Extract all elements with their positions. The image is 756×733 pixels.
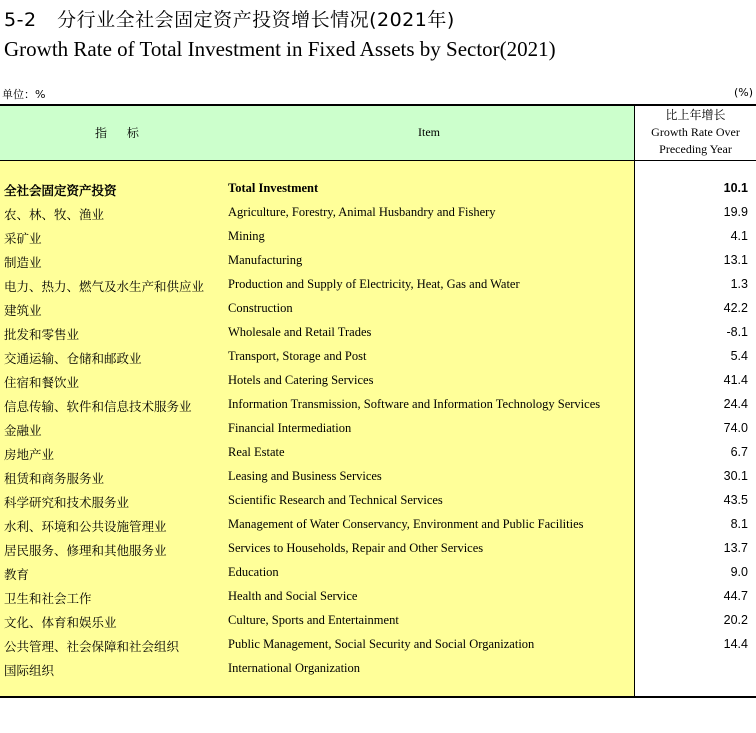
row-label-chinese: 采矿业 <box>4 231 42 246</box>
row-label-english: Services to Households, Repair and Other Services <box>228 541 484 555</box>
row-label-english: Leasing and Business Services <box>228 469 382 483</box>
row-label-english: Transport, Storage and Post <box>228 349 367 363</box>
row-label-chinese: 公共管理、社会保障和社会组织 <box>4 639 180 654</box>
row-value: 19.9 <box>723 205 748 219</box>
table-number: 5-2 <box>4 9 37 31</box>
page-title-chinese <box>4 5 455 32</box>
table-row <box>0 224 756 248</box>
header-growth-en-2: Preceding Year <box>659 142 732 156</box>
row-value: -8.1 <box>726 325 748 339</box>
row-label-chinese: 文化、体育和娱乐业 <box>4 615 117 630</box>
row-label-chinese: 房地产业 <box>4 447 55 462</box>
table-row <box>0 536 756 560</box>
row-label-english: Production and Supply of Electricity, Heat, Gas and Water <box>228 277 520 291</box>
row-label-chinese: 制造业 <box>4 255 42 270</box>
row-label-chinese: 全社会固定资产投资 <box>4 183 117 198</box>
row-label-english: Culture, Sports and Entertainment <box>228 613 399 627</box>
header-growth <box>635 107 756 158</box>
table-row <box>0 368 756 392</box>
data-table <box>0 104 756 698</box>
table-row <box>0 392 756 416</box>
row-label-english: Scientific Research and Technical Services <box>228 493 443 507</box>
row-label-english: Manufacturing <box>228 253 303 267</box>
row-label-english: International Organization <box>228 661 361 675</box>
row-label-chinese: 住宿和餐饮业 <box>4 375 80 390</box>
table-row <box>0 344 756 368</box>
row-label-english: Public Management, Social Security and Social Organization <box>228 637 535 651</box>
table-row <box>0 416 756 440</box>
header-growth-en-1: Growth Rate Over <box>651 125 740 139</box>
row-label-english: Management of Water Conservancy, Environment and Public Facilities <box>228 517 584 531</box>
row-label-english: Total Investment <box>228 181 319 195</box>
table-row <box>0 296 756 320</box>
row-label-chinese: 租赁和商务服务业 <box>4 471 105 486</box>
row-value: 42.2 <box>723 301 748 315</box>
row-label-english: Hotels and Catering Services <box>228 373 374 387</box>
row-value: 8.1 <box>730 517 748 531</box>
row-label-chinese: 水利、环境和公共设施管理业 <box>4 519 167 534</box>
row-label-chinese: 居民服务、修理和其他服务业 <box>4 543 167 558</box>
row-value: 43.5 <box>723 493 748 507</box>
row-label-english: Construction <box>228 301 293 315</box>
row-value: 14.4 <box>723 637 748 651</box>
row-label-chinese: 信息传输、软件和信息技术服务业 <box>4 399 192 414</box>
row-label-chinese: 卫生和社会工作 <box>4 591 92 606</box>
table-row <box>0 632 756 656</box>
unit-label-right: (%) <box>733 86 753 99</box>
row-value: 1.3 <box>730 277 748 291</box>
row-value: 30.1 <box>723 469 748 483</box>
table-row <box>0 200 756 224</box>
header-indicator: 指 标 <box>95 126 147 140</box>
row-label-chinese: 电力、热力、燃气及水生产和供应业 <box>4 279 205 294</box>
table-row <box>0 608 756 632</box>
title-chinese-text: 分行业全社会固定资产投资增长情况(2021年) <box>57 9 455 31</box>
row-label-english: Health and Social Service <box>228 589 358 603</box>
row-value: 6.7 <box>730 445 748 459</box>
table-row <box>0 248 756 272</box>
row-label-chinese: 教育 <box>4 567 30 582</box>
table-row <box>0 584 756 608</box>
row-label-chinese: 国际组织 <box>4 663 55 678</box>
table-row <box>0 440 756 464</box>
row-value: 24.4 <box>723 397 748 411</box>
row-value: 13.1 <box>723 253 748 267</box>
header-bottom-rule <box>0 160 756 161</box>
row-label-english: Wholesale and Retail Trades <box>228 325 372 339</box>
table-row <box>0 320 756 344</box>
unit-label: 单位：% <box>2 88 46 101</box>
table-row <box>0 176 756 200</box>
row-label-english: Financial Intermediation <box>228 421 352 435</box>
row-value: 74.0 <box>723 421 748 435</box>
row-value: 4.1 <box>730 229 748 243</box>
table-bottom-rule <box>0 696 756 698</box>
table-body <box>0 176 756 680</box>
row-value: 9.0 <box>730 565 748 579</box>
row-label-english: Agriculture, Forestry, Animal Husbandry and Fishery <box>228 205 496 219</box>
row-label-english: Information Transmission, Software and Information Technology Services <box>228 397 601 411</box>
page-title-english: Growth Rate of Total Investment in Fixed Assets by Sector(2021) <box>4 37 556 61</box>
header-growth-cn: 比上年增长 <box>665 108 726 122</box>
row-value: 41.4 <box>723 373 748 387</box>
row-value: 5.4 <box>730 349 748 363</box>
row-label-chinese: 科学研究和技术服务业 <box>4 495 130 510</box>
row-value: 10.1 <box>723 181 748 195</box>
table-row <box>0 488 756 512</box>
table-row <box>0 656 756 680</box>
row-value: 13.7 <box>723 541 748 555</box>
row-label-english: Real Estate <box>228 445 285 459</box>
table-top-rule <box>0 104 756 106</box>
row-label-chinese: 金融业 <box>4 423 42 438</box>
row-label-english: Education <box>228 565 279 579</box>
table-row <box>0 512 756 536</box>
row-value: 20.2 <box>723 613 748 627</box>
row-value: 44.7 <box>723 589 748 603</box>
table-row <box>0 272 756 296</box>
row-label-chinese: 建筑业 <box>4 303 42 318</box>
table-row <box>0 560 756 584</box>
row-label-chinese: 农、林、牧、渔业 <box>4 207 105 222</box>
header-item: Item <box>418 125 440 139</box>
table-row <box>0 464 756 488</box>
row-label-chinese: 交通运输、仓储和邮政业 <box>4 351 142 366</box>
row-label-english: Mining <box>228 229 265 243</box>
row-label-chinese: 批发和零售业 <box>4 327 80 342</box>
